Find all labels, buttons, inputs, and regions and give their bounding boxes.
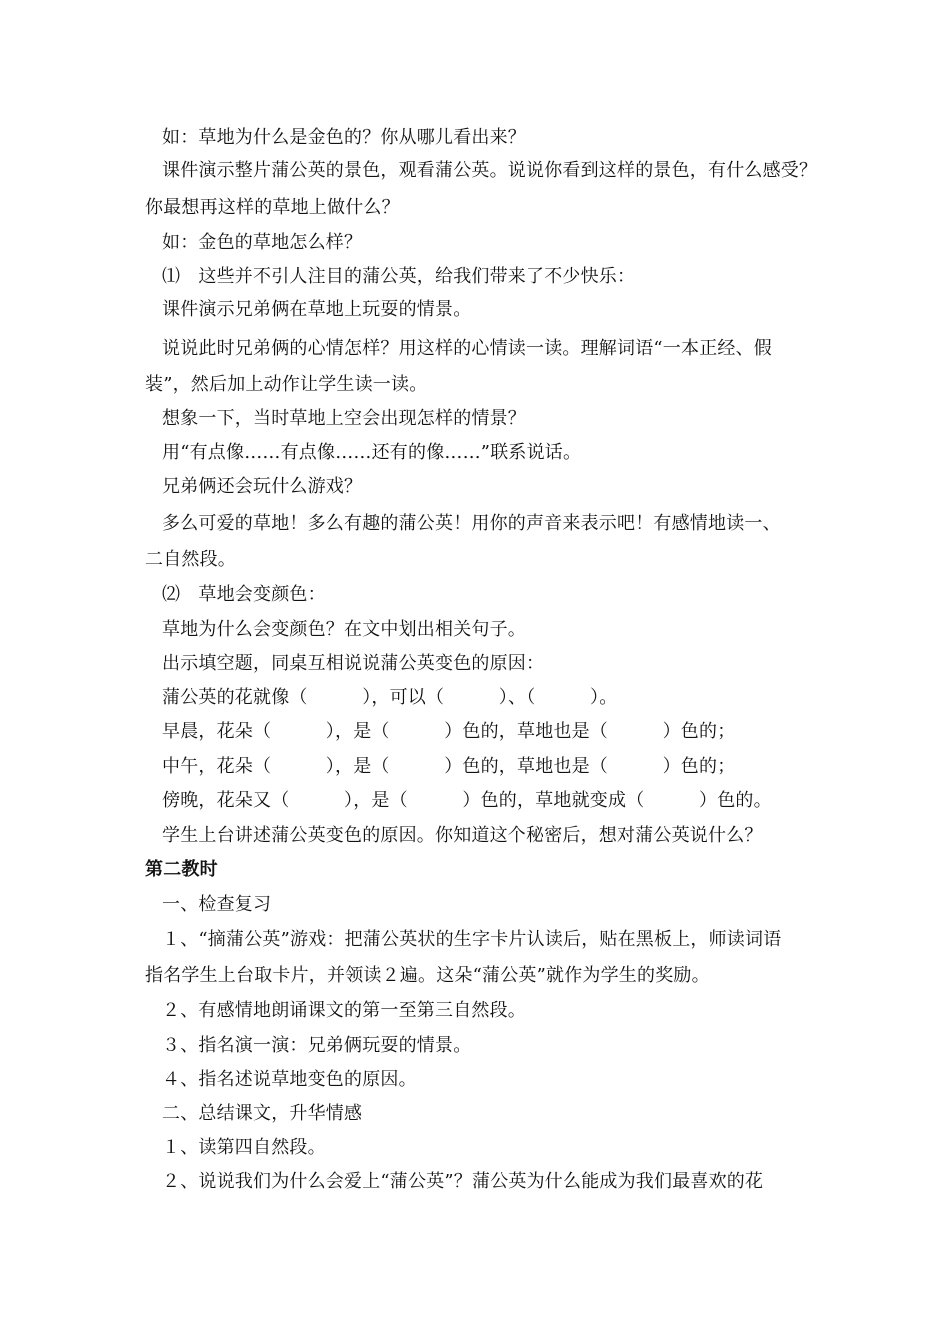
text-line: 早晨，花朵（ ），是（ ）色的，草地也是（ ）色的；	[162, 721, 736, 742]
text-line: 一、检查复习	[162, 894, 272, 915]
text-line: 如：草地为什么是金色的？你从哪儿看出来？	[162, 127, 526, 148]
text-line: 二自然段。	[145, 549, 236, 570]
text-line: 蒲公英的花就像（ ），可以（ ）、（ ）。	[162, 687, 618, 708]
section-heading: 第二教时	[145, 859, 218, 880]
text-line: 学生上台讲述蒲公英变色的原因。你知道这个秘密后，想对蒲公英说什么？	[162, 825, 763, 846]
text-line: １、读第四自然段。	[162, 1137, 326, 1158]
text-line: 课件演示兄弟俩在草地上玩耍的情景。	[162, 299, 472, 320]
text-line: 中午，花朵（ ），是（ ）色的，草地也是（ ）色的；	[162, 756, 736, 777]
text-line: 傍晚，花朵又（ ），是（ ）色的，草地就变成（ ）色的。	[162, 790, 772, 811]
text-line: 二、总结课文，升华情感	[162, 1103, 363, 1124]
text-line: 指名学生上台取卡片，并领读２遍。这朵“蒲公英”就作为学生的奖励。	[145, 965, 710, 986]
text-line: 说说此时兄弟俩的心情怎样？用这样的心情读一读。理解词语“一本正经、假	[162, 338, 772, 359]
text-line: 如：金色的草地怎么样？	[162, 232, 363, 253]
text-line: 用“有点像……有点像……还有的像……”联系说话。	[162, 442, 582, 463]
text-line: １、“摘蒲公英”游戏：把蒲公英状的生字卡片认读后，贴在黑板上，师读词语	[162, 929, 782, 950]
text-line: ４、指名述说草地变色的原因。	[162, 1069, 417, 1090]
text-line: ２、说说我们为什么会爱上“蒲公英”？蒲公英为什么能成为我们最喜欢的花	[162, 1171, 764, 1192]
text-line: 草地为什么会变颜色？在文中划出相关句子。	[162, 619, 526, 640]
text-line: 兄弟俩还会玩什么游戏？	[162, 476, 363, 497]
text-line: ２、有感情地朗诵课文的第一至第三自然段。	[162, 1000, 526, 1021]
text-line: 出示填空题，同桌互相说说蒲公英变色的原因：	[162, 653, 545, 674]
text-line: ⑵ 草地会变颜色：	[162, 584, 326, 605]
text-line: 你最想再这样的草地上做什么？	[145, 197, 400, 218]
text-line: 多么可爱的草地！多么有趣的蒲公英！用你的声音来表示吧！有感情地读一、	[162, 513, 781, 534]
text-line: ⑴ 这些并不引人注目的蒲公英，给我们带来了不少快乐：	[162, 266, 636, 287]
text-line: 课件演示整片蒲公英的景色，观看蒲公英。说说你看到这样的景色，有什么感受？	[162, 160, 818, 181]
text-line: 想象一下，当时草地上空会出现怎样的情景？	[162, 408, 526, 429]
text-line: 装”，然后加上动作让学生读一读。	[145, 374, 428, 395]
text-line: ３、指名演一演：兄弟俩玩耍的情景。	[162, 1035, 472, 1056]
